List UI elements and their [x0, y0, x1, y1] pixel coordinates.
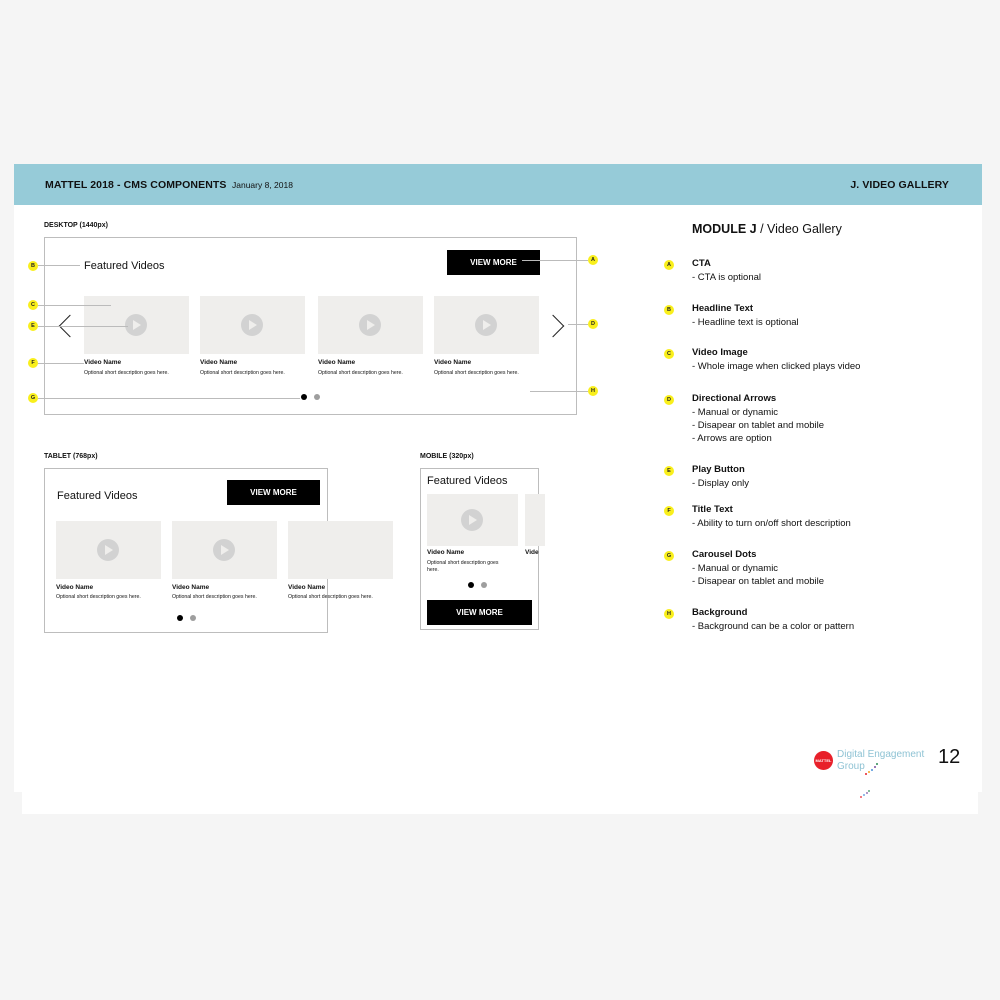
video-name: Video Name	[172, 584, 210, 591]
legend-line: - Ability to turn on/off short description	[692, 518, 851, 529]
desktop-headline: Featured Videos	[84, 260, 165, 272]
legend-item-title-text	[692, 504, 851, 529]
video-description: Optional short description goes here.	[172, 594, 257, 600]
play-icon	[125, 314, 147, 336]
tablet-view-more-button[interactable]: VIEW MORE	[227, 480, 320, 505]
video-thumbnail-peek[interactable]	[525, 494, 545, 546]
video-description: Optional short description goes	[427, 560, 499, 566]
legend-line: - Manual or dynamic	[692, 407, 779, 418]
annotation-badge-f: F	[28, 358, 38, 368]
video-thumbnail[interactable]	[427, 494, 518, 546]
carousel-dot[interactable]	[481, 582, 487, 588]
brand-sparkle-icon	[862, 762, 880, 776]
leader-line-a	[522, 260, 588, 261]
video-thumbnail[interactable]	[56, 521, 161, 579]
annotation-badge-e: E	[28, 321, 38, 331]
leader-line-h	[530, 391, 588, 392]
legend-item-carousel-dots	[692, 549, 824, 587]
legend-item-video-image	[692, 347, 860, 372]
video-name: Video Name	[318, 359, 356, 366]
legend-badge-h: H	[664, 609, 674, 619]
video-name: Video Name	[56, 584, 94, 591]
annotation-badge-a: A	[588, 255, 598, 265]
brand-sparkle-small-icon	[858, 789, 872, 799]
legend-badge-b: B	[664, 305, 674, 315]
video-name: Video Name	[434, 359, 472, 366]
video-description: Optional short description goes here.	[288, 594, 373, 600]
legend-item-play-button	[692, 464, 749, 489]
slide-shadow	[22, 792, 978, 814]
video-description: Optional short description goes here.	[318, 370, 403, 376]
legend-line: - Disapear on tablet and mobile	[692, 420, 825, 431]
leader-line-e	[38, 326, 128, 327]
module-title-suffix: / Video Gallery	[756, 222, 842, 236]
legend-line: - Whole image when clicked plays video	[692, 361, 861, 372]
leader-line-c	[38, 305, 111, 306]
leader-line-f	[38, 363, 84, 364]
play-icon	[241, 314, 263, 336]
carousel-dot[interactable]	[190, 615, 196, 621]
mobile-headline: Featured Videos	[427, 475, 508, 487]
legend-title: Headline Text	[692, 303, 754, 314]
legend-badge-c: C	[664, 349, 674, 359]
tablet-headline: Featured Videos	[57, 490, 138, 502]
mattel-logo: MATTEL	[814, 751, 833, 770]
video-thumbnail[interactable]	[200, 296, 305, 354]
legend-line: - Manual or dynamic	[692, 563, 779, 574]
mobile-view-more-button[interactable]: VIEW MORE	[427, 600, 532, 625]
legend-title: Directional Arrows	[692, 393, 777, 404]
chevron-right-icon[interactable]	[542, 315, 565, 338]
carousel-dot[interactable]	[314, 394, 320, 400]
legend-title: Video Image	[692, 347, 748, 358]
legend-line: - CTA is optional	[692, 272, 761, 283]
leader-line-d	[568, 324, 588, 325]
carousel-dot-active[interactable]	[468, 582, 474, 588]
play-icon	[461, 509, 483, 531]
video-description: Optional short description goes here.	[434, 370, 519, 376]
module-title-prefix: MODULE J	[692, 222, 757, 236]
annotation-badge-d: D	[588, 319, 598, 329]
play-icon	[475, 314, 497, 336]
legend-item-directional-arrows	[692, 393, 824, 444]
legend-line: - Headline text is optional	[692, 317, 799, 328]
legend-item-cta	[692, 258, 761, 283]
leader-line-b	[38, 265, 80, 266]
tablet-label: TABLET (768px)	[44, 453, 98, 460]
legend-title: CTA	[692, 258, 711, 269]
brand-name	[837, 749, 924, 773]
header-title: MATTEL 2018 - CMS COMPONENTS	[45, 179, 227, 191]
play-icon	[97, 539, 119, 561]
play-icon	[359, 314, 381, 336]
video-description: Optional short description goes here.	[200, 370, 285, 376]
video-name: Video Name	[427, 549, 465, 556]
video-name: Video Name	[200, 359, 238, 366]
legend-badge-e: E	[664, 466, 674, 476]
video-description: Optional short description goes here.	[56, 594, 141, 600]
video-description-line2: here.	[427, 567, 439, 573]
legend-line: - Arrows are option	[692, 433, 772, 444]
legend-title: Play Button	[692, 464, 745, 475]
annotation-badge-g: G	[28, 393, 38, 403]
mobile-frame	[420, 468, 539, 630]
legend-badge-f: F	[664, 506, 674, 516]
carousel-dot-active[interactable]	[177, 615, 183, 621]
play-icon	[213, 539, 235, 561]
brand-line-2: Group	[837, 761, 865, 772]
legend-badge-g: G	[664, 551, 674, 561]
legend-title: Carousel Dots	[692, 549, 757, 560]
legend-item-headline	[692, 303, 799, 328]
leader-line-g	[38, 398, 300, 399]
carousel-dot-active[interactable]	[301, 394, 307, 400]
legend-badge-a: A	[664, 260, 674, 270]
legend-line: - Display only	[692, 478, 750, 489]
video-name: Video Name	[84, 359, 122, 366]
video-thumbnail[interactable]	[172, 521, 277, 579]
tablet-frame	[44, 468, 373, 633]
annotation-badge-b: B	[28, 261, 38, 271]
video-thumbnail[interactable]	[434, 296, 539, 354]
video-description: Optional short description goes here.	[84, 370, 169, 376]
annotation-badge-h: H	[588, 386, 598, 396]
legend-title: Title Text	[692, 504, 733, 515]
brand-line-1: Digital Engagement	[837, 749, 925, 760]
header-bar	[14, 164, 982, 205]
video-name-peek: Vide	[525, 549, 539, 556]
video-name: Video Name	[288, 584, 326, 591]
desktop-label: DESKTOP (1440px)	[44, 222, 108, 229]
legend-line: - Background can be a color or pattern	[692, 621, 855, 632]
mobile-label: MOBILE (320px)	[420, 453, 474, 460]
legend-badge-d: D	[664, 395, 674, 405]
header-section: J. VIDEO GALLERY	[850, 179, 949, 191]
video-thumbnail[interactable]	[288, 521, 393, 579]
desktop-view-more-button[interactable]: VIEW MORE	[447, 250, 540, 275]
annotation-badge-c: C	[28, 300, 38, 310]
video-thumbnail[interactable]	[318, 296, 423, 354]
page-number: 12	[938, 746, 961, 768]
header-date: January 8, 2018	[232, 180, 293, 190]
legend-item-background	[692, 607, 854, 632]
legend-title: Background	[692, 607, 748, 618]
legend-line: - Disapear on tablet and mobile	[692, 576, 825, 587]
module-title	[692, 222, 842, 236]
